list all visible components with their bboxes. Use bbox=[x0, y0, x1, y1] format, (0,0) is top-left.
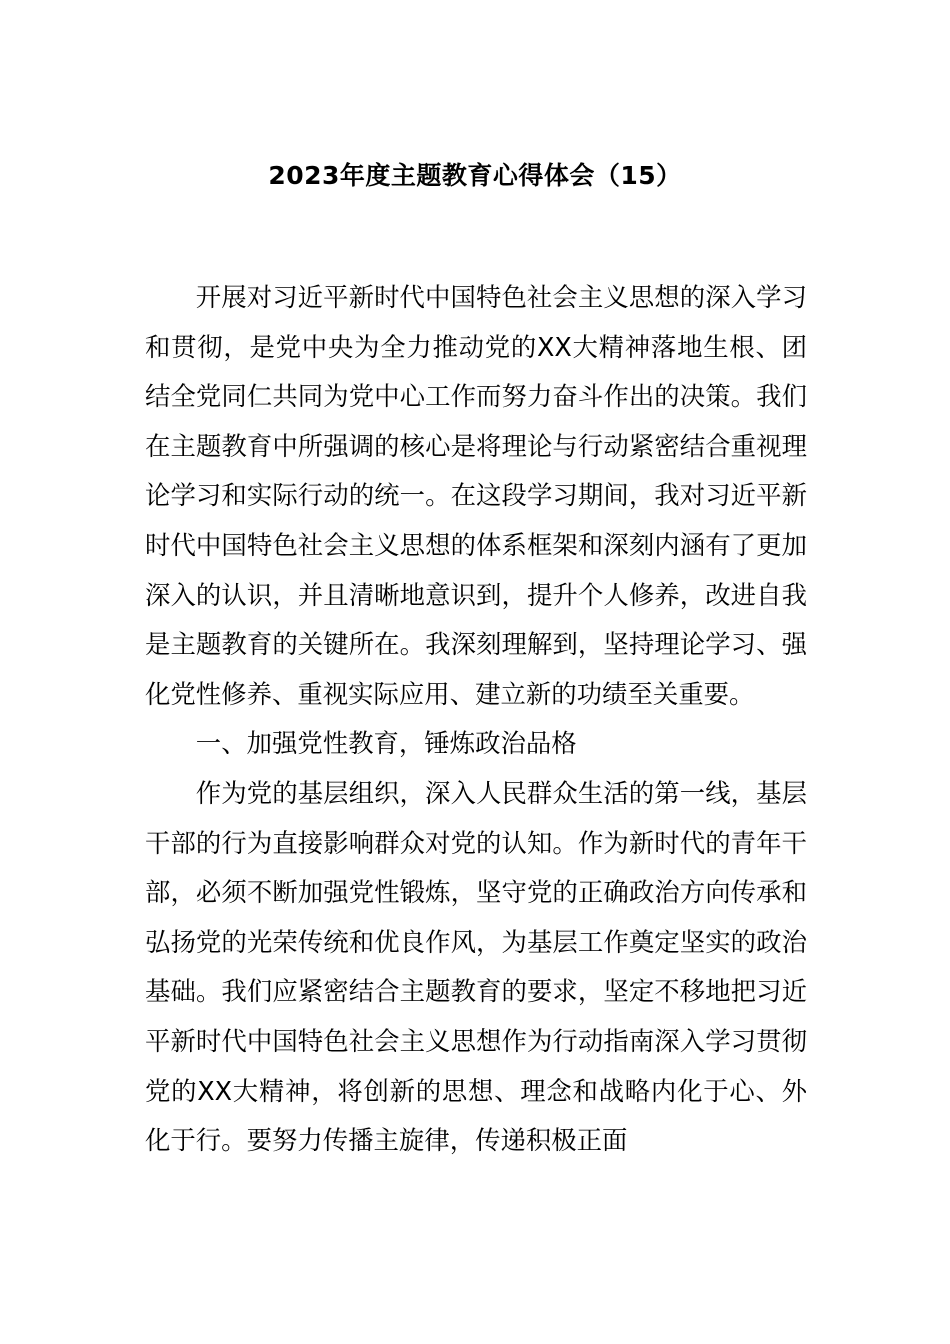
section-1-paragraph: 作为党的基层组织，深入人民群众生活的第一线，基层干部的行为直接影响群众对党的认知。作为新时代的青年干部，必须不断加强党性锻炼，坚守党的正确政治方向传承和弘扬党的光荣传统和优良作风，为基层工作奠定坚实的政治基础。我们应紧密结合主题教育的要求，坚定不移地把习近平新时代中国特色社会主义思想作为行动指南深入学习贯彻党的XX大精神，将创新的思想、理念和战略内化于心、外化于行。要努力传播主旋律，传递积极正面 bbox=[145, 777, 807, 1156]
section-heading-1: 一、加强党性教育，锤炼政治品格 bbox=[195, 728, 577, 759]
document-body bbox=[145, 273, 807, 1166]
intro-paragraph: 开展对习近平新时代中国特色社会主义思想的深入学习和贯彻，是党中央为全力推动党的XX大精神落地生根、团结全党同仁共同为党中心工作而努力奋斗作出的决策。我们在主题教育中所强调的核心是将理论与行动紧密结合重视理论学习和实际行动的统一。在这段学习期间，我对习近平新时代中国特色社会主义思想的体系框架和深刻内涵有了更加深入的认识，并且清晰地意识到，提升个人修养，改进自我是主题教育的关键所在。我深刻理解到，坚持理论学习、强化党性修养、重视实际应用、建立新的功绩至关重要。 bbox=[145, 282, 807, 709]
document-title: 2023年度主题教育心得体会（15） bbox=[268, 161, 682, 190]
